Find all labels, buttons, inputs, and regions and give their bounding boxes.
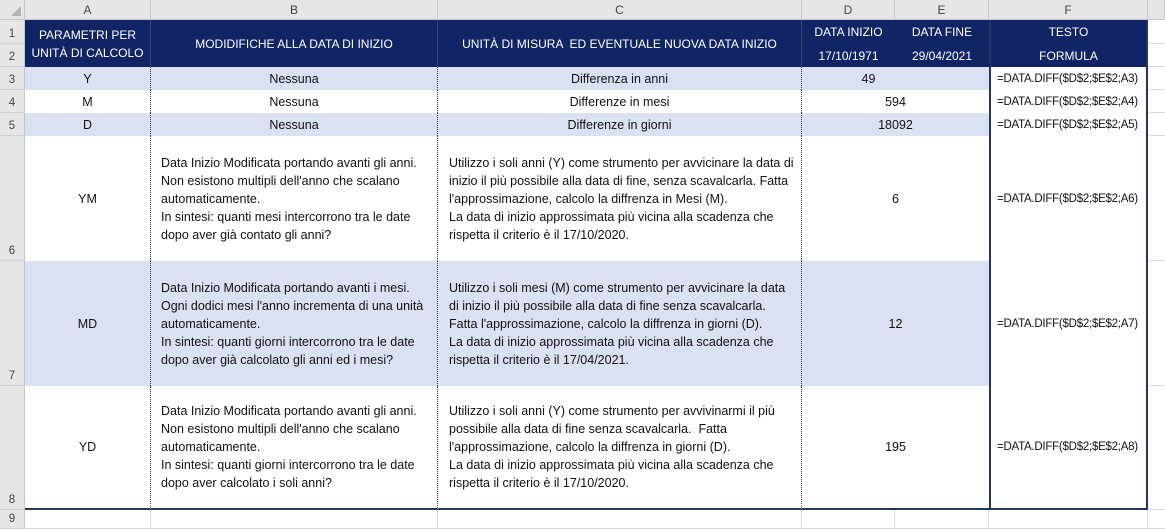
column-header-d[interactable]: D: [802, 0, 895, 20]
header-cell-start-date[interactable]: [802, 44, 895, 67]
cell-f6-formula[interactable]: [989, 136, 1148, 261]
modification-line: automaticamente.: [161, 316, 261, 331]
unit-line: inizio il più possibile alla data di fine, senza scavalcarla. Fatta: [449, 173, 789, 188]
modification-line: In sintesi: quanti giorni intercorrono tra le date: [161, 458, 415, 472]
header-cell-end-date[interactable]: [895, 44, 989, 67]
unit-description: Differenza in anni: [570, 71, 669, 86]
unit-parameter: Y: [83, 71, 92, 86]
start-date-label: DATA INIZIO: [814, 25, 883, 39]
column-header-next[interactable]: [1148, 0, 1165, 20]
row-number: 4: [8, 97, 16, 109]
formula-label: FORMULA: [1039, 49, 1098, 63]
result-value: 195: [885, 440, 906, 454]
end-date-value: 29/04/2021: [911, 49, 973, 63]
cell-g6[interactable]: [1148, 136, 1165, 261]
result-value: 18092: [878, 117, 913, 132]
unit-line: La data di inizio approssimata più vicina alla scadenza che: [449, 209, 774, 224]
row-header-1[interactable]: [0, 20, 25, 44]
unit-parameter: D: [82, 117, 93, 132]
column-header-b[interactable]: B: [151, 0, 438, 20]
unit-line: Utilizzo i soli mesi (M) come strumento per avvicinare la data: [449, 280, 786, 295]
header-unit-label: UNITÀ DI MISURA ED EVENTUALE NUOVA DATA INIZIO: [462, 36, 777, 51]
row-header-9[interactable]: [0, 510, 25, 529]
column-header-e[interactable]: E: [895, 0, 989, 20]
modification-line: dopo aver già calcolato gli anni ed i mesi?: [161, 352, 394, 367]
unit-line: l'approssimazione, calcolo la diffrenza in giorni (D).: [449, 440, 731, 454]
cell-g4[interactable]: [1148, 90, 1165, 113]
cell-f9[interactable]: [989, 510, 1148, 529]
cell-f4-formula[interactable]: [989, 90, 1148, 113]
row-number: 6: [8, 245, 16, 257]
cell-b3[interactable]: [151, 67, 438, 90]
cell-g2[interactable]: [1148, 44, 1165, 67]
unit-line: di inizio il più possibile alla data di fine senza scavalcarla.: [449, 298, 766, 313]
row-number: 2: [8, 51, 16, 63]
cell-a6[interactable]: [25, 136, 151, 261]
cell-a3[interactable]: [25, 67, 151, 90]
cell-c7[interactable]: [438, 261, 802, 386]
cell-c6[interactable]: [438, 136, 802, 261]
end-date-label: DATA FINE: [911, 25, 973, 39]
unit-text-block: [449, 402, 775, 492]
cell-a9[interactable]: [25, 510, 151, 529]
text-label: TESTO: [1048, 25, 1089, 39]
row-number: 7: [8, 370, 16, 382]
modification-line: Non esistono multipli dell'anno che scalano: [161, 173, 400, 188]
cell-a5[interactable]: [25, 113, 151, 136]
formula-text: =DATA.DIFF($D$2;$E$2;A6): [997, 192, 1138, 205]
header-cell-formula-label[interactable]: [989, 44, 1148, 67]
header-cell-end-date-label[interactable]: [895, 20, 989, 44]
row-header-2[interactable]: [0, 44, 25, 67]
result-value: 594: [885, 94, 906, 109]
unit-line: rispetta il criterio è il 17/10/2020.: [449, 227, 629, 242]
modification-line: In sintesi: quanti mesi intercorrono tra le date: [161, 209, 411, 224]
cell-g3[interactable]: [1148, 67, 1165, 90]
header-cell-text-label[interactable]: [989, 20, 1148, 44]
row-header-5[interactable]: [0, 113, 25, 136]
unit-line: Utilizzo i soli anni (Y) come strumento per avvicinare la data di: [449, 155, 794, 170]
row-header-3[interactable]: [0, 67, 25, 90]
cell-c5[interactable]: [438, 113, 802, 136]
cell-b9[interactable]: [151, 510, 438, 529]
cell-b7[interactable]: [151, 261, 438, 386]
unit-parameter: YM: [78, 191, 97, 206]
column-header-f[interactable]: F: [989, 0, 1148, 20]
cell-d9[interactable]: [802, 510, 895, 529]
cell-c9[interactable]: [438, 510, 802, 529]
modification-line: Data Inizio Modificata portando avanti gli anni.: [161, 155, 417, 170]
cell-g8[interactable]: [1148, 386, 1165, 510]
cell-g1[interactable]: [1148, 20, 1165, 44]
modification-line: Data Inizio Modificata portando avanti gli anni.: [161, 404, 417, 418]
column-header-c[interactable]: C: [438, 0, 802, 20]
cell-d4-result[interactable]: [802, 90, 989, 113]
modification-text-block: [161, 279, 423, 369]
cell-e9[interactable]: [895, 510, 989, 529]
cell-a7[interactable]: [25, 261, 151, 386]
result-value: 6: [892, 191, 899, 206]
modification-text: Nessuna: [269, 117, 319, 132]
result-value: 12: [888, 316, 903, 331]
row-number: 9: [8, 513, 16, 525]
unit-description: Differenze in giorni: [567, 117, 672, 132]
row-header-4[interactable]: [0, 90, 25, 113]
header-cell-modifications[interactable]: [151, 20, 438, 67]
result-value: 49: [861, 71, 876, 86]
modification-text-block: [161, 402, 417, 492]
cell-g5[interactable]: [1148, 113, 1165, 136]
column-header-a[interactable]: A: [25, 0, 151, 20]
unit-text-block: [449, 279, 785, 369]
modification-line: Data Inizio Modificata portando avanti i mesi.: [161, 280, 410, 295]
modification-line: Ogni dodici mesi l'anno incrementa di una unità: [161, 298, 424, 313]
unit-line: possibile alla data di fine senza scavalcarla. Fatta: [449, 422, 727, 436]
cell-f3-formula[interactable]: [989, 67, 1148, 90]
modification-line: automaticamente.: [161, 440, 261, 454]
unit-line: La data di inizio approssimata più vicina alla scadenza che: [449, 334, 774, 349]
row-number: 3: [8, 74, 16, 86]
header-modifications-label: MODIDIFICHE ALLA DATA DI INIZIO: [195, 36, 393, 51]
modification-line: Non esistono multipli dell'anno che scalano: [161, 422, 400, 436]
unit-description: Differenze in mesi: [569, 94, 670, 109]
formula-text: =DATA.DIFF($D$2;$E$2;A3): [997, 72, 1138, 85]
formula-text: =DATA.DIFF($D$2;$E$2;A8): [997, 441, 1138, 453]
row-header-7[interactable]: [0, 261, 25, 386]
row-header-8[interactable]: [0, 386, 25, 510]
modification-line: In sintesi: quanti giorni intercorrono tra le date: [161, 334, 415, 349]
modification-line: dopo aver già contato gli anni?: [161, 227, 332, 242]
start-date-value: 17/10/1971: [818, 49, 879, 63]
cell-d5-result[interactable]: [802, 113, 989, 136]
cell-b5[interactable]: [151, 113, 438, 136]
cell-g7[interactable]: [1148, 261, 1165, 386]
modification-line: automaticamente.: [161, 191, 261, 206]
header-parameters-line: UNITÀ DI CALCOLO: [31, 45, 144, 60]
cell-c4[interactable]: [438, 90, 802, 113]
cell-b8[interactable]: [151, 386, 438, 510]
unit-line: Utilizzo i soli anni (Y) come strumento per avvivinarmi il più: [449, 404, 775, 418]
row-number: 5: [8, 120, 16, 132]
unit-text-block: [449, 154, 794, 244]
formula-text: =DATA.DIFF($D$2;$E$2;A5): [997, 118, 1138, 131]
unit-parameter: MD: [77, 316, 98, 331]
cell-d3-result[interactable]: [802, 67, 989, 90]
cell-f8-formula[interactable]: [989, 386, 1148, 510]
unit-parameter: YD: [78, 440, 97, 454]
modification-line: dopo aver calcolato i soli anni?: [161, 476, 332, 490]
unit-line: rispetta il criterio è il 17/04/2021.: [449, 352, 629, 367]
header-cell-start-date-label[interactable]: [802, 20, 895, 44]
cell-d8-result[interactable]: [802, 386, 989, 510]
unit-line: rispetta il criterio è il 17/10/2020.: [449, 476, 629, 490]
unit-parameter: M: [82, 94, 93, 109]
header-cell-unit[interactable]: [438, 20, 802, 67]
cell-g9[interactable]: [1148, 510, 1165, 529]
formula-text: =DATA.DIFF($D$2;$E$2;A4): [997, 95, 1138, 108]
modification-text: Nessuna: [269, 71, 319, 86]
cell-d6-result[interactable]: [802, 136, 989, 261]
cell-b6[interactable]: [151, 136, 438, 261]
unit-line: Fatta l'approssimazione, calcolo la diffrenza in giorni (D).: [449, 316, 763, 331]
row-number: 8: [8, 494, 16, 506]
select-all-corner[interactable]: [0, 0, 25, 20]
cell-a4[interactable]: [25, 90, 151, 113]
modification-text-block: [161, 154, 417, 244]
modification-text: Nessuna: [269, 94, 319, 109]
unit-line: l'approssimazione, calcolo la diffrenza in Mesi (M).: [449, 191, 728, 206]
formula-text: =DATA.DIFF($D$2;$E$2;A7): [997, 317, 1138, 330]
row-number: 1: [8, 28, 16, 40]
header-parameters-line: PARAMETRI PER: [38, 27, 137, 42]
cell-f5-formula[interactable]: [989, 113, 1148, 136]
select-all-triangle-icon: [11, 6, 21, 16]
cell-c8[interactable]: [438, 386, 802, 510]
row-header-6[interactable]: [0, 136, 25, 261]
header-cell-parameters[interactable]: [25, 20, 151, 67]
cell-a8[interactable]: [25, 386, 151, 510]
cell-b4[interactable]: [151, 90, 438, 113]
cell-d7-result[interactable]: [802, 261, 989, 386]
cell-c3[interactable]: [438, 67, 802, 90]
unit-line: La data di inizio approssimata più vicina alla scadenza che: [449, 458, 774, 472]
cell-f7-formula[interactable]: [989, 261, 1148, 386]
